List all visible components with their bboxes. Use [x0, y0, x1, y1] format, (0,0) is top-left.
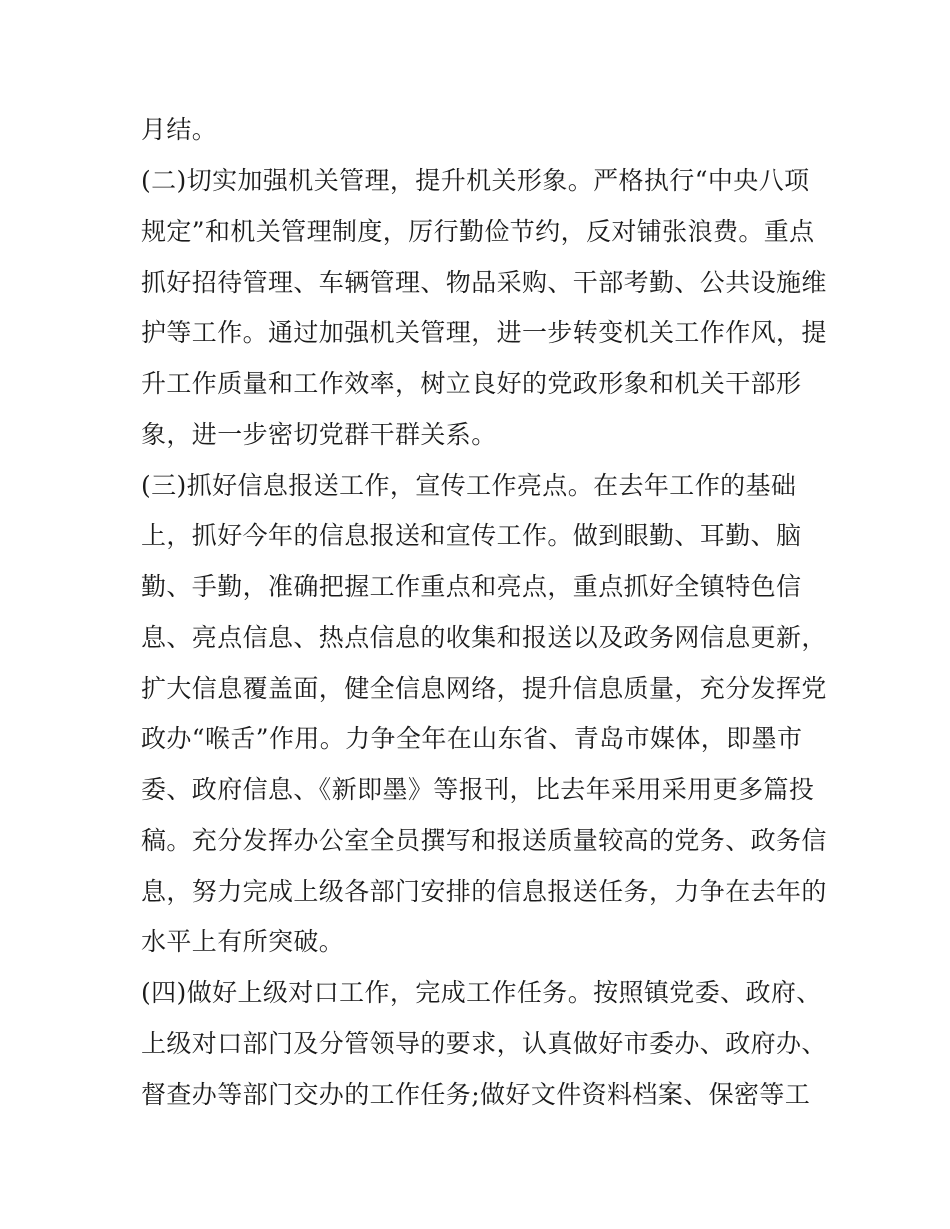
- text-line: (三)抓好信息报送工作，宣传工作亮点。在去年工作的基础: [141, 471, 797, 500]
- text-line: 扩大信息覆盖面，健全信息网络，提升信息质量，充分发挥党: [141, 674, 827, 703]
- text-line: 象，进一步密切党群干群关系。: [141, 420, 497, 449]
- text-line: (二)切实加强机关管理，提升机关形象。严格执行“中央八项: [141, 166, 810, 195]
- text-line: 规定”和机关管理制度，厉行勤俭节约，反对铺张浪费。重点: [141, 217, 815, 246]
- text-line: 上级对口部门及分管领导的要求，认真做好市委办、政府办、: [141, 1029, 827, 1058]
- text-line: 抓好招待管理、车辆管理、物品采购、干部考勤、公共设施维: [141, 268, 827, 297]
- text-line: 月结。: [141, 115, 218, 144]
- text-line: 勤、手勤，准确把握工作重点和亮点，重点抓好全镇特色信: [141, 572, 802, 601]
- text-line: 稿。充分发挥办公室全员撰写和报送质量较高的党务、政务信: [141, 826, 827, 855]
- text-line: (四)做好上级对口工作，完成工作任务。按照镇党委、政府、: [141, 978, 822, 1007]
- text-line: 上，抓好今年的信息报送和宣传工作。做到眼勤、耳勤、脑: [141, 521, 802, 550]
- text-line: 息、亮点信息、热点信息的收集和报送以及政务网信息更新，: [141, 623, 827, 652]
- text-line: 政办“喉舌”作用。力争全年在山东省、青岛市媒体，即墨市: [141, 724, 803, 753]
- text-line: 息，努力完成上级各部门安排的信息报送任务，力争在去年的: [141, 877, 827, 906]
- text-line: 委、政府信息、《新即墨》等报刊，比去年采用采用更多篇投: [141, 775, 815, 804]
- text-line: 督查办等部门交办的工作任务;做好文件资料档案、保密等工: [141, 1080, 811, 1109]
- text-line: 护等工作。通过加强机关管理，进一步转变机关工作作风，提: [141, 318, 827, 347]
- text-line: 升工作质量和工作效率，树立良好的党政形象和机关干部形: [141, 369, 802, 398]
- text-line: 水平上有所突破。: [141, 927, 345, 956]
